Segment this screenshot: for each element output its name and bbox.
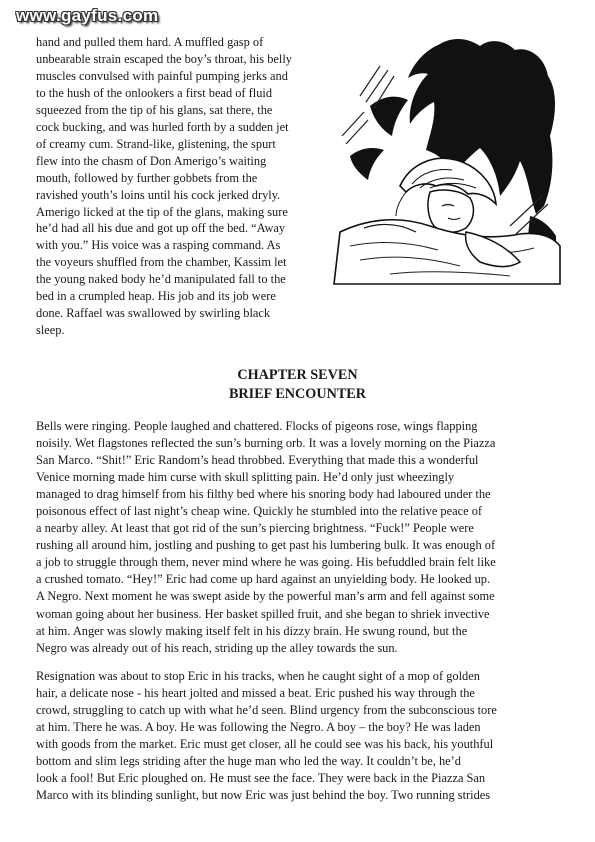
watermark-logo: www.gayfus.com	[16, 6, 159, 25]
top-paragraph	[36, 34, 328, 339]
text-line: ravished youth’s loins until his cock jerked dryly.	[36, 187, 281, 202]
text-line: poisonous effect of last night’s cheap wine. Quickly he stumbled into the relative peace of	[36, 504, 483, 519]
text-line: crowd, struggling to catch up with what he’d seen. Blind urgency from the subconscious tore	[36, 703, 497, 718]
text-line: a crushed tomato. “Hey!” Eric had come up hard against an unyielding body. He looked up.	[36, 572, 491, 587]
text-line: sleep.	[36, 323, 65, 338]
text-line: with you.” His voice was a rasping command. As	[36, 238, 281, 253]
text-line: Negro was already out of his reach, striding up the alley towards the sun.	[36, 640, 398, 655]
text-line: managed to drag himself from his filthy bed where his snoring body had laboured under the	[36, 487, 491, 502]
paragraph-2	[36, 668, 566, 804]
text-line: at him. There he was. A boy. He was following the Negro. A boy – the boy? He was laden	[36, 720, 481, 735]
text-line: hand and pulled them hard. A muffled gasp of	[36, 35, 264, 49]
text-line: flew into the chasm of Don Amerigo’s waiting	[36, 153, 267, 168]
text-line: bed in a crumpled heap. His job and its job were	[36, 289, 276, 304]
text-line: he’d had all his due and got up off the bed. “Away	[36, 221, 286, 236]
text-line: noisily. Wet flagstones reflected the sun’s burning orb. It was a lovely morning on the Piazza	[36, 436, 496, 451]
text-line: mouth, followed by further gobbets from the	[36, 170, 258, 185]
text-line: hair, a delicate nose - his heart jolted and missed a beat. Eric pushed his way through the	[36, 686, 475, 701]
text-line: Venice morning made him curse with skull splitting pain. He’d only just wheezingly	[36, 470, 455, 485]
text-line: the voyeurs shuffled from the chamber, Kassim let	[36, 255, 287, 270]
text-line: cock bucking, and was hurled forth by a sudden jet	[36, 119, 289, 134]
text-line: Amerigo licked at the tip of the glans, making sure	[36, 204, 288, 219]
text-line: a job to struggle through them, never mind where he was going. His befuddled brain felt like	[36, 555, 496, 570]
text-line: look a fool! But Eric ploughed on. He must see the face. They were back in the Piazza San	[36, 771, 486, 786]
chapter-title: BRIEF ENCOUNTER	[228, 386, 367, 402]
ink-illustration-sleeping-youth	[330, 36, 562, 286]
text-line: a nearby alley. At least that got rid of the sun’s piercing brightness. “Fuck!” People were	[36, 521, 474, 536]
text-line: muscles convulsed with painful pumping jerks and	[36, 68, 288, 83]
text-line: rushing all around him, jostling and pushing to get past his lumbering bulk. It was enough of	[36, 538, 496, 553]
text-line: A Negro. Next moment he was swept aside by the powerful man’s arm and fell against some	[36, 589, 495, 604]
text-line: unbearable strain escaped the boy’s throat, his belly	[36, 51, 292, 66]
text-line: bottom and slim legs striding after the huge man who led the way. It couldn’t be, he’d	[36, 754, 461, 769]
paragraph-1	[36, 418, 566, 657]
text-line: Marco with its blinding sunlight, but now Eric was just behind the boy. Two running strides	[36, 788, 491, 803]
text-line: with goods from the market. Eric must get closer, all he could see was his back, his youthful	[36, 737, 494, 752]
text-line: woman going about her business. Her basket spilled fruit, and she began to shriek invective	[36, 606, 490, 621]
text-line: Bells were ringing. People laughed and chattered. Flocks of pigeons rose, wings flapping	[36, 419, 478, 433]
text-line: done. Raffael was swallowed by swirling black	[36, 306, 271, 321]
text-line: Resignation was about to stop Eric in his tracks, when he caught sight of a mop of golden	[36, 669, 480, 683]
text-line: the young naked body he’d manipulated fall to the	[36, 272, 286, 287]
text-line: to the hush of the onlookers a first bead of fluid	[36, 85, 273, 100]
text-line: at him. Anger was slowly making itself felt in his dizzy brain. He swung round, but the	[36, 623, 468, 638]
text-line: San Marco. “Shit!” Eric Random’s head throbbed. Everything that made this a wonderful	[36, 453, 479, 468]
text-line: of creamy cum. Strand-like, glistening, the spurt	[36, 136, 276, 151]
chapter-number: CHAPTER SEVEN	[237, 367, 358, 383]
text-line: squeezed from the tip of his glans, sat there, the	[36, 102, 273, 117]
